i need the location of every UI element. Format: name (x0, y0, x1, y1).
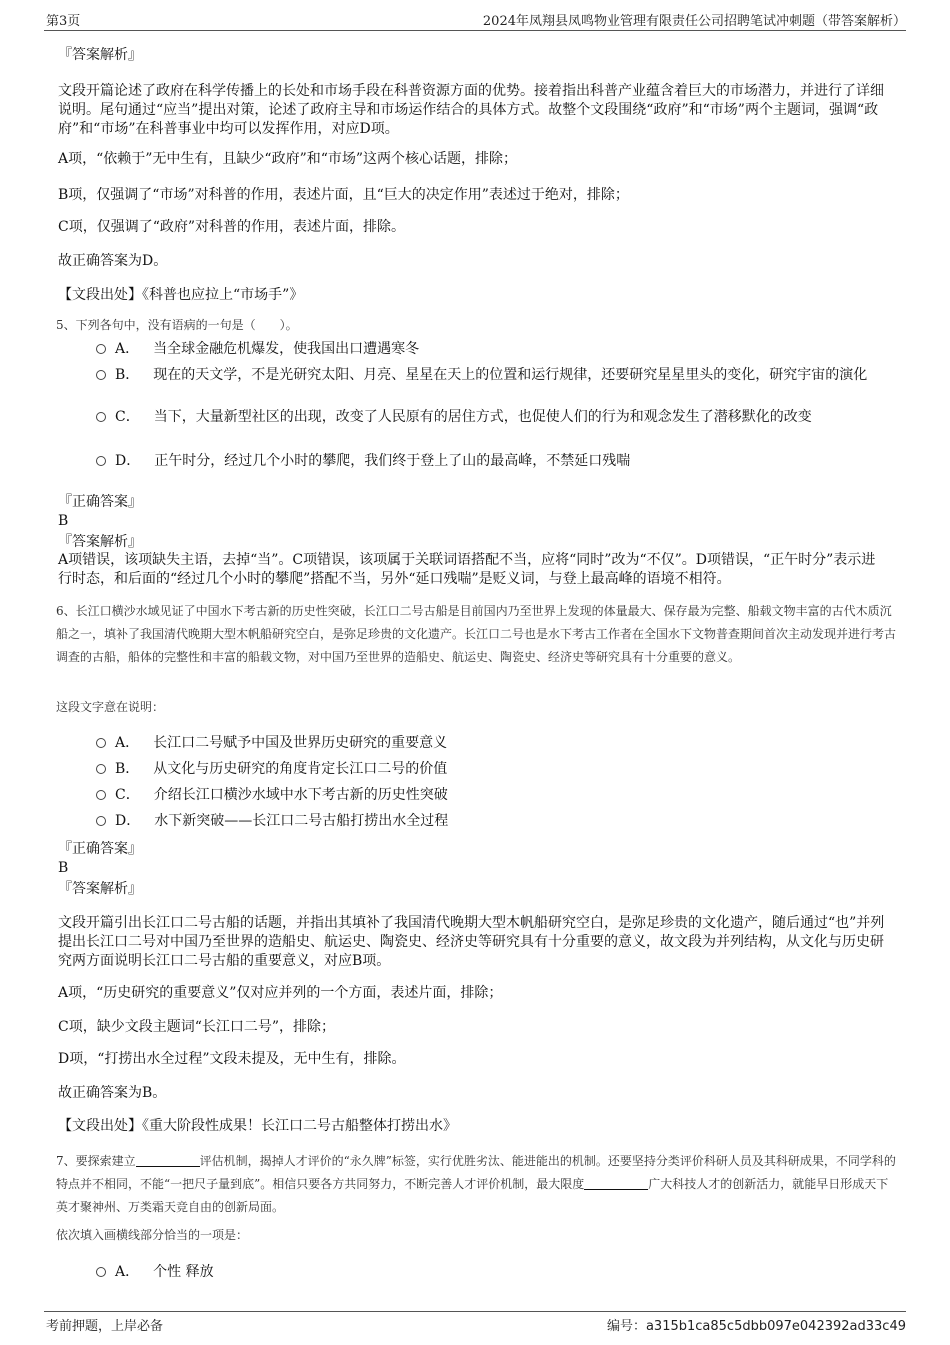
option-text: 当下，大量新型社区的出现，改变了人民原有的居住方式，也促使人们的行为和观念发生了潜移默化的改变 (153, 409, 812, 425)
option-text: 长江口二号赋予中国及世界历史研究的重要意义 (153, 735, 448, 751)
q5-answer: B (58, 513, 69, 529)
q7-stem-part2: 评估机制，揭掉人才评价的“永久牌”标签，实行优胜劣汰、能进能出的机制。还要坚持分类评价科研人员及其科研成果，不同学科的特点并不相同，不能“一把尺子量到底”。相信只要各方共同努力，不断完善人才评价机制，最大限度 (56, 1154, 896, 1191)
option-letter: D． (115, 453, 141, 469)
option-letter: C． (115, 409, 140, 425)
footer-rule (44, 1311, 906, 1312)
q6-analysis-label: 『答案解析』 (58, 881, 142, 897)
page-number: 第3页 (46, 14, 81, 29)
option-text: 当全球金融危机爆发，使我国出口遭遇寒冬 (153, 341, 420, 357)
radio-icon[interactable] (96, 764, 106, 774)
radio-icon[interactable] (96, 456, 106, 466)
option-text: 水下新突破——长江口二号古船打捞出水全过程 (154, 813, 449, 829)
q4-source: 【文段出处】《科普也应拉上“市场手”》 (58, 287, 304, 303)
blank-2[interactable] (584, 1189, 648, 1190)
q5-answer-label: 『正确答案』 (58, 494, 142, 510)
q5-option-d[interactable] (96, 450, 888, 472)
q6-analysis-text: 文段开篇引出长江口二号古船的话题，并指出其填补了我国清代晚期大型木帆船研究空白，是弥足珍贵的文化遗产，随后通过“也”并列提出长江口二号对中国乃至世界的造船史、航运史、陶瓷史、经济史等研究具有十分重要的意义，故文段为并列结构，从文化与历史研究两方面说明长江口二号古船的重要意义，对应B项。 (58, 915, 885, 969)
radio-icon[interactable] (96, 1267, 106, 1277)
option-text: 现在的天文学，不是光研究太阳、月亮、星星在天上的位置和运行规律，还要研究星星里头的变化，研究宇宙的演化 (153, 367, 868, 383)
q5-option-c[interactable] (96, 406, 888, 428)
q7-stem-part1: 7、要探索建立 (56, 1154, 136, 1168)
header-rule (44, 30, 906, 31)
q5-stem: 5、下列各句中，没有语病的一句是（ ）。 (56, 318, 298, 332)
option-letter: C． (115, 787, 140, 803)
q6-stem: 6、长江口横沙水域见证了中国水下考古新的历史性突破，长江口二号古船是目前国内乃至世界上发现的体量最大、保存最为完整、船载文物丰富的古代木质沉船之一，填补了我国清代晚期大型木帆船研究空白，是弥足珍贵的文化遗产。长江口二号也是水下考古工作者在全国水下文物普查期间首次主动发现并进行考古调查的古船，船体的完整性和丰富的船载文物，对中国乃至世界的造船史、航运史、陶瓷史、经济史等研究具有十分重要的意义。 (56, 604, 897, 664)
radio-icon[interactable] (96, 370, 106, 380)
q5-option-b[interactable] (96, 364, 888, 386)
option-text: 正午时分，经过几个小时的攀爬，我们终于登上了山的最高峰，不禁延口残喘 (154, 453, 631, 469)
option-letter: D． (115, 813, 141, 829)
q5-option-a[interactable] (96, 338, 888, 360)
footer-code (607, 1315, 906, 1334)
footer-slogan: 考前押题，上岸必备 (46, 1319, 164, 1334)
radio-icon[interactable] (96, 344, 106, 354)
q6-option-d-note: D项，“打捞出水全过程”文段未提及，无中生有，排除。 (58, 1051, 406, 1067)
q7-stem (56, 1150, 896, 1219)
q6-answer-label: 『正确答案』 (58, 841, 142, 857)
option-text: 介绍长江口横沙水域中水下考古新的历史性突破 (153, 787, 448, 803)
q4-conclusion: 故正确答案为D。 (58, 253, 168, 269)
q4-analysis-text: 文段开篇论述了政府在科学传播上的长处和市场手段在科普资源方面的优势。接着指出科普产业蕴含着巨大的市场潜力，并进行了详细说明。尾句通过“应当”提出对策，论述了政府主导和市场运作结合的具体方式。故整个文段围绕“政府”和“市场”两个主题词，强调“政府”和“市场”在科普事业中均可以发挥作用，对应D项。 (58, 83, 884, 137)
q6-conclusion: 故正确答案为B。 (58, 1085, 167, 1101)
q7-stem-part3: 广大科技人才的创新活力，就能早日形成天下英才聚神州、万类霜天竞自由的创新局面。 (56, 1177, 889, 1214)
q4-option-b-note: B项，仅强调了“市场”对科普的作用，表述片面，且“巨大的决定作用”表述过于绝对，排除； (58, 187, 629, 203)
option-letter: B． (115, 367, 140, 383)
q7-option-a[interactable] (96, 1261, 888, 1283)
radio-icon[interactable] (96, 412, 106, 422)
document-title: 2024年凤翔县凤鸣物业管理有限责任公司招聘笔试冲刺题（带答案解析） (482, 14, 906, 29)
option-letter: B． (115, 761, 140, 777)
q4-analysis-label: 『答案解析』 (58, 47, 142, 63)
q6-prompt: 这段文字意在说明： (56, 700, 165, 714)
q6-option-a-note: A项，“历史研究的重要意义”仅对应并列的一个方面，表述片面，排除； (58, 985, 503, 1001)
q6-option-a[interactable] (96, 732, 888, 754)
footer-code-label: 编号： (606, 1319, 646, 1334)
q6-answer: B (58, 860, 69, 876)
radio-icon[interactable] (96, 816, 106, 826)
option-text: 从文化与历史研究的角度肯定长江口二号的价值 (153, 761, 448, 777)
q4-option-a-note: A项，“依赖于”无中生有，且缺少“政府”和“市场”这两个核心话题，排除； (58, 151, 518, 167)
q7-prompt: 依次填入画横线部分恰当的一项是： (56, 1228, 249, 1242)
blank-1[interactable] (136, 1166, 200, 1167)
q6-option-b[interactable] (96, 758, 888, 780)
radio-icon[interactable] (96, 790, 106, 800)
q6-option-c-note: C项，缺少文段主题词“长江口二号”，排除； (58, 1019, 336, 1035)
q6-option-d[interactable] (96, 810, 888, 832)
q6-source: 【文段出处】《重大阶段性成果！长江口二号古船整体打捞出水》 (58, 1118, 457, 1134)
q6-option-c[interactable] (96, 784, 888, 806)
option-text: 个性 释放 (153, 1264, 214, 1280)
q4-option-c-note: C项，仅强调了“政府”对科普的作用，表述片面，排除。 (58, 219, 406, 235)
option-letter: A． (115, 735, 140, 751)
footer-code-value: a315b1ca85c5dbb097e042392ad33c49 (645, 1319, 906, 1334)
option-letter: A． (115, 341, 140, 357)
radio-icon[interactable] (96, 738, 106, 748)
q5-analysis-label: 『答案解析』 (58, 534, 142, 550)
q5-analysis-text: A项错误，该项缺失主语，去掉“当”。C项错误，该项属于关联词语搭配不当，应将“同时”改为“不仅”。D项错误，“正午时分”表示进行时态，和后面的“经过几个小时的攀爬”搭配不当，另外“延口残喘”是贬义词，与登上最高峰的语境不相符。 (58, 552, 876, 587)
option-letter: A． (115, 1264, 140, 1280)
